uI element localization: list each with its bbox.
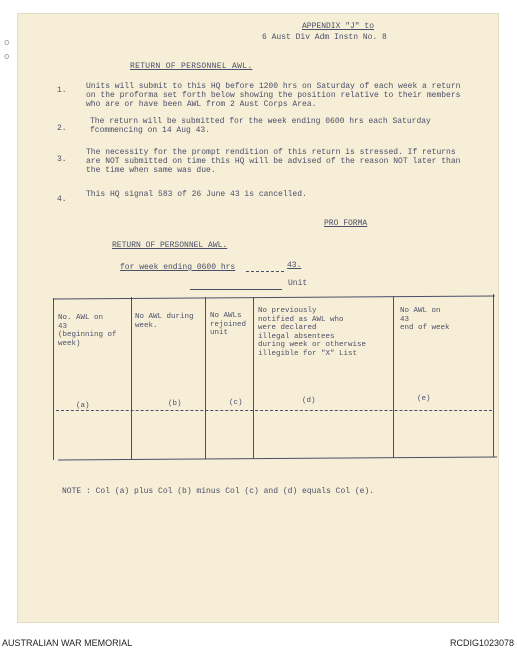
table-col-border-5 bbox=[393, 296, 394, 458]
week-ending-year: 43. bbox=[287, 261, 302, 270]
column-a-header: No. AWL on 43 (beginning of week) bbox=[58, 314, 117, 348]
unit-label: Unit bbox=[288, 279, 308, 288]
paragraph-1 bbox=[86, 82, 486, 109]
column-c-letter: (c) bbox=[229, 399, 243, 407]
appendix-heading: APPENDIX "J" to bbox=[302, 22, 375, 31]
paragraph-1-line-3: who are or have been AWL from 2 Aust Corps Area. bbox=[86, 100, 317, 109]
paragraph-3-line-2: are NOT submitted on time this HQ will be advised of the reason NOT later than bbox=[86, 157, 461, 166]
form-title: RETURN OF PERSONNEL AWL. bbox=[112, 241, 228, 250]
column-b-letter: (b) bbox=[168, 400, 182, 408]
table-col-border-3 bbox=[205, 297, 206, 459]
paragraph-4-line-1: This HQ signal 583 of 26 June 43 is cancelled. bbox=[86, 190, 307, 199]
document-title: RETURN OF PERSONNEL AWL. bbox=[130, 62, 253, 71]
week-ending-label: for week ending 0600 hrs bbox=[120, 263, 236, 272]
unit-blank-line bbox=[190, 289, 282, 290]
paragraph-2 bbox=[90, 117, 480, 135]
punch-mark-bottom: o bbox=[4, 52, 10, 62]
table-divider bbox=[56, 410, 492, 411]
footer-reference-id: RCDIG1023078 bbox=[449, 638, 514, 648]
column-a-letter: (a) bbox=[76, 402, 90, 410]
column-e-letter: (e) bbox=[417, 395, 431, 403]
paragraph-1-line-2: on the proforma set forth below showing the position relative to their members bbox=[86, 91, 461, 100]
table-col-border-1 bbox=[53, 298, 54, 460]
footer-institution: AUSTRALIAN WAR MEMORIAL bbox=[2, 638, 133, 648]
week-ending-blank bbox=[246, 271, 284, 272]
paragraph-2-line-1: The return will be submitted for the week ending 0600 hrs each Saturday bbox=[90, 117, 431, 126]
table-col-border-2 bbox=[131, 297, 132, 459]
paragraph-1-line-1: Units will submit to this HQ before 1200 hrs on Saturday of each week a return bbox=[86, 82, 461, 91]
column-b-header: No AWL during week. bbox=[135, 313, 194, 330]
punch-mark-top: o bbox=[4, 38, 10, 48]
column-c-header: No AWLs rejoined unit bbox=[210, 312, 247, 337]
column-d-letter: (d) bbox=[302, 397, 316, 405]
paragraph-4-number: 4. bbox=[57, 195, 67, 204]
column-e-header: No AWL on 43 end of week bbox=[400, 307, 450, 332]
paragraph-1-number: 1. bbox=[57, 86, 67, 95]
column-d-header: No previously notified as AWL who were declared illegal absentees during week or otherwise illegible for "X" List bbox=[258, 307, 367, 358]
paragraph-4 bbox=[86, 190, 486, 199]
paragraph-3 bbox=[86, 148, 486, 175]
paragraph-2-line-2: fcommencing on 14 Aug 43. bbox=[90, 126, 211, 135]
pro-forma-heading: PRO FORMA bbox=[324, 219, 368, 228]
table-note: NOTE : Col (a) plus Col (b) minus Col (c) and (d) equals Col (e). bbox=[62, 487, 375, 496]
paragraph-3-line-1: The necessity for the prompt rendition of this return is stressed. If returns bbox=[86, 148, 456, 157]
paragraph-3-line-3: the time when same was due. bbox=[86, 166, 216, 175]
instruction-reference: 6 Aust Div Adm Instn No. 8 bbox=[262, 33, 387, 42]
paragraph-3-number: 3. bbox=[57, 155, 67, 164]
paragraph-2-number: 2. bbox=[57, 124, 67, 133]
table-col-border-4 bbox=[253, 297, 254, 459]
table-col-border-6 bbox=[493, 294, 494, 457]
